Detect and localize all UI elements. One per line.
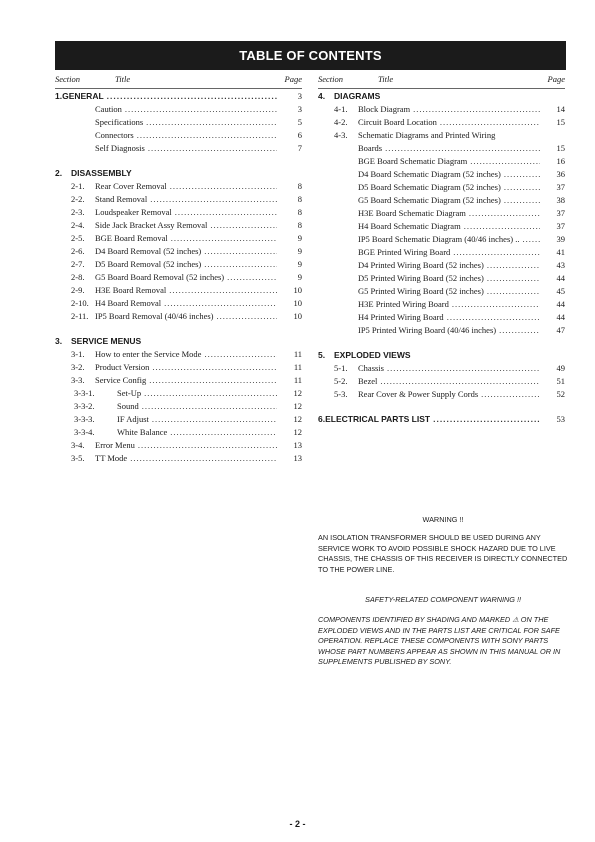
entry-page: 43 [556, 260, 565, 270]
entry-page: 13 [293, 453, 302, 463]
entry-title: Caution [95, 104, 122, 114]
leader-dots [149, 375, 277, 385]
entry-number: 3-3-2. [74, 401, 95, 411]
toc-entry[interactable] [55, 246, 302, 259]
leader-dots [204, 259, 277, 269]
entry-title: Set-Up [117, 388, 142, 398]
leader-dots [470, 156, 540, 166]
entry-title: IP5 Board Schematic Diagram (40/46 inches) .. [358, 234, 520, 244]
leader-dots [138, 440, 277, 450]
entry-title: Loudspeaker Removal [95, 207, 172, 217]
toc-section [55, 91, 302, 156]
toc-entry[interactable] [55, 207, 302, 220]
section-number: 5. [318, 350, 326, 360]
toc-section-heading[interactable] [55, 336, 302, 349]
leader-dots [210, 220, 277, 230]
section-page: 3 [297, 91, 302, 101]
toc-entry[interactable] [55, 401, 302, 414]
entry-title: Self Diagnosis [95, 143, 145, 153]
entry-number: 4-2. [334, 117, 348, 127]
entry-title: White Balance [117, 427, 168, 437]
entry-title: D5 Board Removal (52 inches) [95, 259, 202, 269]
toc-entry[interactable] [318, 117, 565, 130]
toc-entry[interactable] [318, 260, 565, 273]
leader-dots [447, 312, 540, 322]
entry-number: 5-3. [334, 389, 348, 399]
entry-title: D4 Printed Wiring Board (52 inches) [358, 260, 484, 270]
entry-page: 16 [556, 156, 565, 166]
entry-title: G5 Printed Wiring Board (52 inches) [358, 286, 484, 296]
toc-entry[interactable] [318, 221, 565, 234]
entry-number: 2-1. [71, 181, 85, 191]
section-title: DISASSEMBLY [71, 168, 132, 178]
leader-dots [170, 427, 277, 437]
toc-entry[interactable] [318, 130, 565, 143]
entry-title: Schematic Diagrams and Printed Wiring [358, 130, 496, 140]
entry-page: 15 [556, 117, 565, 127]
entry-title: Specifications [95, 117, 144, 127]
entry-number: 2-11. [71, 311, 89, 321]
section-title: EXPLODED VIEWS [334, 350, 411, 360]
entry-page: 12 [293, 414, 302, 424]
entry-title: G5 Board Board Removal (52 inches) [95, 272, 225, 282]
entry-page: 10 [293, 298, 302, 308]
toc-entry[interactable] [55, 181, 302, 194]
leader-dots [452, 299, 540, 309]
entry-number: 3-3. [71, 375, 85, 385]
entry-number: 3-3-1. [74, 388, 95, 398]
toc-entry[interactable] [55, 117, 302, 130]
entry-title: Sound [117, 401, 139, 411]
toc-entry[interactable] [318, 286, 565, 299]
entry-page: 44 [556, 299, 565, 309]
toc-entry[interactable] [55, 453, 302, 466]
entry-title: IP5 Printed Wiring Board (40/46 inches) [358, 325, 497, 335]
entry-number: 2-4. [71, 220, 85, 230]
entry-title: D4 Board Removal (52 inches) [95, 246, 202, 256]
entry-page: 8 [297, 194, 302, 204]
entry-page: 9 [297, 233, 302, 243]
entry-title: H3E Printed Wiring Board [358, 299, 449, 309]
toc-entry[interactable] [318, 104, 565, 117]
leader-dots [504, 169, 540, 179]
entry-number: 2-8. [71, 272, 85, 282]
safety-warning-title: SAFETY-RELATED COMPONENT WARNING !! [364, 595, 522, 604]
toc-section-heading[interactable] [55, 91, 302, 104]
toc-entry[interactable] [318, 195, 565, 208]
leader-dots [175, 207, 277, 217]
toc-entry[interactable] [318, 273, 565, 286]
toc-entry[interactable] [55, 233, 302, 246]
leader-dots [217, 311, 277, 321]
header-title: Title [378, 74, 394, 84]
toc-section [55, 336, 302, 466]
toc-section-heading[interactable] [55, 168, 302, 181]
leader-dots [152, 414, 277, 424]
entry-page: 12 [293, 401, 302, 411]
leader-dots [385, 143, 540, 153]
leader-dots [487, 260, 540, 270]
toc-banner: TABLE OF CONTENTS [55, 41, 566, 70]
entry-page: 11 [293, 375, 302, 385]
header-section: Section [318, 74, 344, 84]
toc-entry[interactable] [55, 388, 302, 401]
entry-title: BGE Board Removal [95, 233, 168, 243]
toc-entry[interactable] [318, 363, 565, 376]
toc-entry[interactable] [55, 427, 302, 440]
entry-page: 38 [556, 195, 565, 205]
toc-entry[interactable] [55, 298, 302, 311]
toc-entry[interactable] [55, 259, 302, 272]
entry-title: Stand Removal [95, 194, 148, 204]
entry-title: IP5 Board Removal (40/46 inches) [95, 311, 214, 321]
toc-entry[interactable] [318, 247, 565, 260]
entry-number: 2-6. [71, 246, 85, 256]
entry-title: Block Diagram [358, 104, 411, 114]
toc-entry[interactable] [55, 130, 302, 143]
entry-number: 5-1. [334, 363, 348, 373]
entry-page: 15 [556, 143, 565, 153]
entry-title: How to enter the Service Mode [95, 349, 202, 359]
entry-page: 7 [297, 143, 302, 153]
toc-entry[interactable] [55, 311, 302, 324]
header-page: Page [547, 74, 565, 84]
entry-page: 51 [556, 376, 565, 386]
entry-page: 11 [293, 362, 302, 372]
section-number: 6. [318, 414, 326, 424]
toc-section [318, 414, 565, 427]
entry-page: 44 [556, 312, 565, 322]
toc-section-heading[interactable] [318, 350, 565, 363]
entry-number: 2-7. [71, 259, 85, 269]
leader-dots [107, 91, 277, 101]
entry-title: Service Config [95, 375, 147, 385]
entry-number: 3-1. [71, 349, 85, 359]
entry-title: IF Adjust [117, 414, 149, 424]
leader-dots [453, 247, 540, 257]
leader-dots [481, 389, 540, 399]
entry-title: D5 Printed Wiring Board (52 inches) [358, 273, 484, 283]
leader-dots [125, 104, 277, 114]
entry-title: Product Version [95, 362, 150, 372]
leader-dots [504, 195, 540, 205]
column-header [55, 72, 302, 89]
header-title: Title [115, 74, 131, 84]
entry-title: H3E Board Schematic Diagram [358, 208, 466, 218]
section-title: SERVICE MENUS [71, 336, 142, 346]
leader-dots [440, 117, 540, 127]
toc-entry[interactable] [318, 182, 565, 195]
entry-number: 2-3. [71, 207, 85, 217]
leader-dots [170, 181, 277, 191]
entry-title: D4 Board Schematic Diagram (52 inches) [358, 169, 501, 179]
entry-page: 36 [556, 169, 565, 179]
section-title: DIAGRAMS [334, 91, 381, 101]
entry-title: Circuit Board Location [358, 117, 437, 127]
leader-dots [433, 414, 540, 424]
toc-entry[interactable] [318, 208, 565, 221]
entry-title: H4 Board Removal [95, 298, 162, 308]
toc-entry[interactable] [55, 285, 302, 298]
leader-dots [464, 221, 540, 231]
entry-page: 8 [297, 220, 302, 230]
toc-entry[interactable] [55, 194, 302, 207]
entry-title: Rear Cover Removal [95, 181, 167, 191]
leader-dots [227, 272, 277, 282]
entry-page: 6 [297, 130, 302, 140]
entry-title: H4 Board Schematic Diagram [358, 221, 461, 231]
toc-entry[interactable] [55, 349, 302, 362]
toc-section-heading[interactable] [318, 91, 565, 104]
entry-page: 44 [556, 273, 565, 283]
toc-entry[interactable] [318, 143, 565, 156]
entry-page: 9 [297, 246, 302, 256]
entry-page: 8 [297, 181, 302, 191]
entry-page: 8 [297, 207, 302, 217]
entry-title: D5 Board Schematic Diagram (52 inches) [358, 182, 501, 192]
leader-dots [204, 349, 277, 359]
toc-entry[interactable] [318, 234, 565, 247]
warning-title: WARNING !! [422, 515, 464, 524]
toc-entry[interactable] [55, 272, 302, 285]
toc-entry[interactable] [318, 389, 565, 402]
entry-number: 3-4. [71, 440, 85, 450]
leader-dots [499, 325, 540, 335]
toc-left-list [55, 91, 302, 466]
section-page: 53 [556, 414, 565, 424]
entry-page: 12 [293, 388, 302, 398]
entry-title: Bezel [358, 376, 378, 386]
entry-title: G5 Board Schematic Diagram (52 inches) [358, 195, 501, 205]
toc-section [318, 350, 565, 402]
entry-title: Boards [358, 143, 383, 153]
toc-section [55, 168, 302, 324]
section-number: 4. [318, 91, 326, 101]
entry-title: BGE Board Schematic Diagram [358, 156, 468, 166]
entry-page: 10 [293, 311, 302, 321]
toc-entry[interactable] [55, 414, 302, 427]
entry-title: Rear Cover & Power Supply Cords [358, 389, 479, 399]
entry-page: 45 [556, 286, 565, 296]
entry-page: 37 [556, 182, 565, 192]
toc-entry[interactable] [318, 169, 565, 182]
toc-entry[interactable] [55, 220, 302, 233]
entry-number: 2-10. [71, 298, 89, 308]
entry-page: 12 [293, 427, 302, 437]
entry-page: 3 [297, 104, 302, 114]
leader-dots [164, 298, 277, 308]
entry-title: Chassis [358, 363, 384, 373]
leader-dots [169, 285, 277, 295]
toc-entry[interactable] [55, 375, 302, 388]
entry-page: 47 [556, 325, 565, 335]
entry-page: 41 [556, 247, 565, 257]
leader-dots [137, 130, 277, 140]
entry-page: 39 [556, 234, 565, 244]
entry-page: 37 [556, 208, 565, 218]
entry-number: 5-2. [334, 376, 348, 386]
header-section: Section [55, 74, 81, 84]
leader-dots [171, 233, 277, 243]
leader-dots [148, 143, 277, 153]
leader-dots [504, 182, 540, 192]
toc-entry[interactable] [318, 156, 565, 169]
leader-dots [146, 117, 277, 127]
entry-number: 3-3-3. [74, 414, 95, 424]
leader-dots [380, 376, 540, 386]
entry-title: H4 Printed Wiring Board [358, 312, 444, 322]
column-header [318, 72, 565, 89]
section-title: ELECTRICAL PARTS LIST [325, 414, 431, 424]
entry-number: 3-2. [71, 362, 85, 372]
leader-dots [150, 194, 277, 204]
toc-entry[interactable] [318, 299, 565, 312]
leader-dots [487, 286, 540, 296]
leader-dots [204, 246, 277, 256]
entry-page: 5 [297, 117, 302, 127]
leader-dots [387, 363, 540, 373]
leader-dots [413, 104, 540, 114]
leader-dots [469, 208, 540, 218]
toc-entry[interactable] [55, 440, 302, 453]
entry-number: 3-5. [71, 453, 85, 463]
entry-page: 14 [556, 104, 565, 114]
entry-number: 3-3-4. [74, 427, 95, 437]
toc-entry[interactable] [318, 376, 565, 389]
toc-right-list [318, 91, 565, 427]
toc-entry[interactable] [55, 143, 302, 156]
toc-entry[interactable] [318, 312, 565, 325]
entry-page: 37 [556, 221, 565, 231]
entry-title: BGE Printed Wiring Board [358, 247, 451, 257]
entry-page: 10 [293, 285, 302, 295]
entry-title: Error Menu [95, 440, 135, 450]
entry-title: Side Jack Bracket Assy Removal [95, 220, 208, 230]
entry-page: 52 [556, 389, 565, 399]
section-title: GENERAL [62, 91, 104, 101]
leader-dots [152, 362, 277, 372]
toc-entry[interactable] [55, 362, 302, 375]
toc-entry[interactable] [55, 104, 302, 117]
entry-number: 2-2. [71, 194, 85, 204]
page-number: - 2 - [289, 819, 306, 829]
section-number: 2. [55, 168, 63, 178]
entry-title: H3E Board Removal [95, 285, 167, 295]
warning-body: AN ISOLATION TRANSFORMER SHOULD BE USED DURING ANY SERVICE WORK TO AVOID POSSIBLE SHOCK HAZARD DUE TO LIVE CHASSIS, THE CHASSIS OF THIS RECEIVER IS DIRECTLY CONNECTED TO THE POWER LINE. [318, 533, 568, 574]
safety-warning-body: COMPONENTS IDENTIFIED BY SHADING AND MARKED ⚠ ON THE EXPLODED VIEWS AND IN THE PARTS LIST ARE CRITICAL FOR SAFE OPERATION. REPLACE THESE COMPONENTS WITH SONY PARTS WHOSE PART NUMBERS APPEAR AS SHOWN IN THIS MANUAL OR IN SUPPLEMENTS PUBLISHED BY SONY. [318, 615, 561, 666]
toc-entry[interactable] [318, 325, 565, 338]
entry-title: TT Mode [95, 453, 128, 463]
toc-left-column [55, 72, 302, 466]
leader-dots [144, 388, 277, 398]
entry-page: 9 [297, 259, 302, 269]
entry-number: 2-5. [71, 233, 85, 243]
entry-page: 9 [297, 272, 302, 282]
toc-section [318, 91, 565, 338]
leader-dots [130, 453, 277, 463]
entry-title: Connectors [95, 130, 134, 140]
toc-section-heading[interactable] [318, 414, 565, 427]
leader-dots [522, 234, 540, 244]
toc-right-column [318, 72, 565, 427]
entry-page: 13 [293, 440, 302, 450]
section-number: 1. [55, 91, 63, 101]
leader-dots [142, 401, 277, 411]
section-number: 3. [55, 336, 63, 346]
header-page: Page [284, 74, 302, 84]
entry-page: 11 [293, 349, 302, 359]
entry-number: 4-1. [334, 104, 348, 114]
entry-number: 4-3. [334, 130, 348, 140]
entry-page: 49 [556, 363, 565, 373]
leader-dots [487, 273, 540, 283]
entry-number: 2-9. [71, 285, 85, 295]
